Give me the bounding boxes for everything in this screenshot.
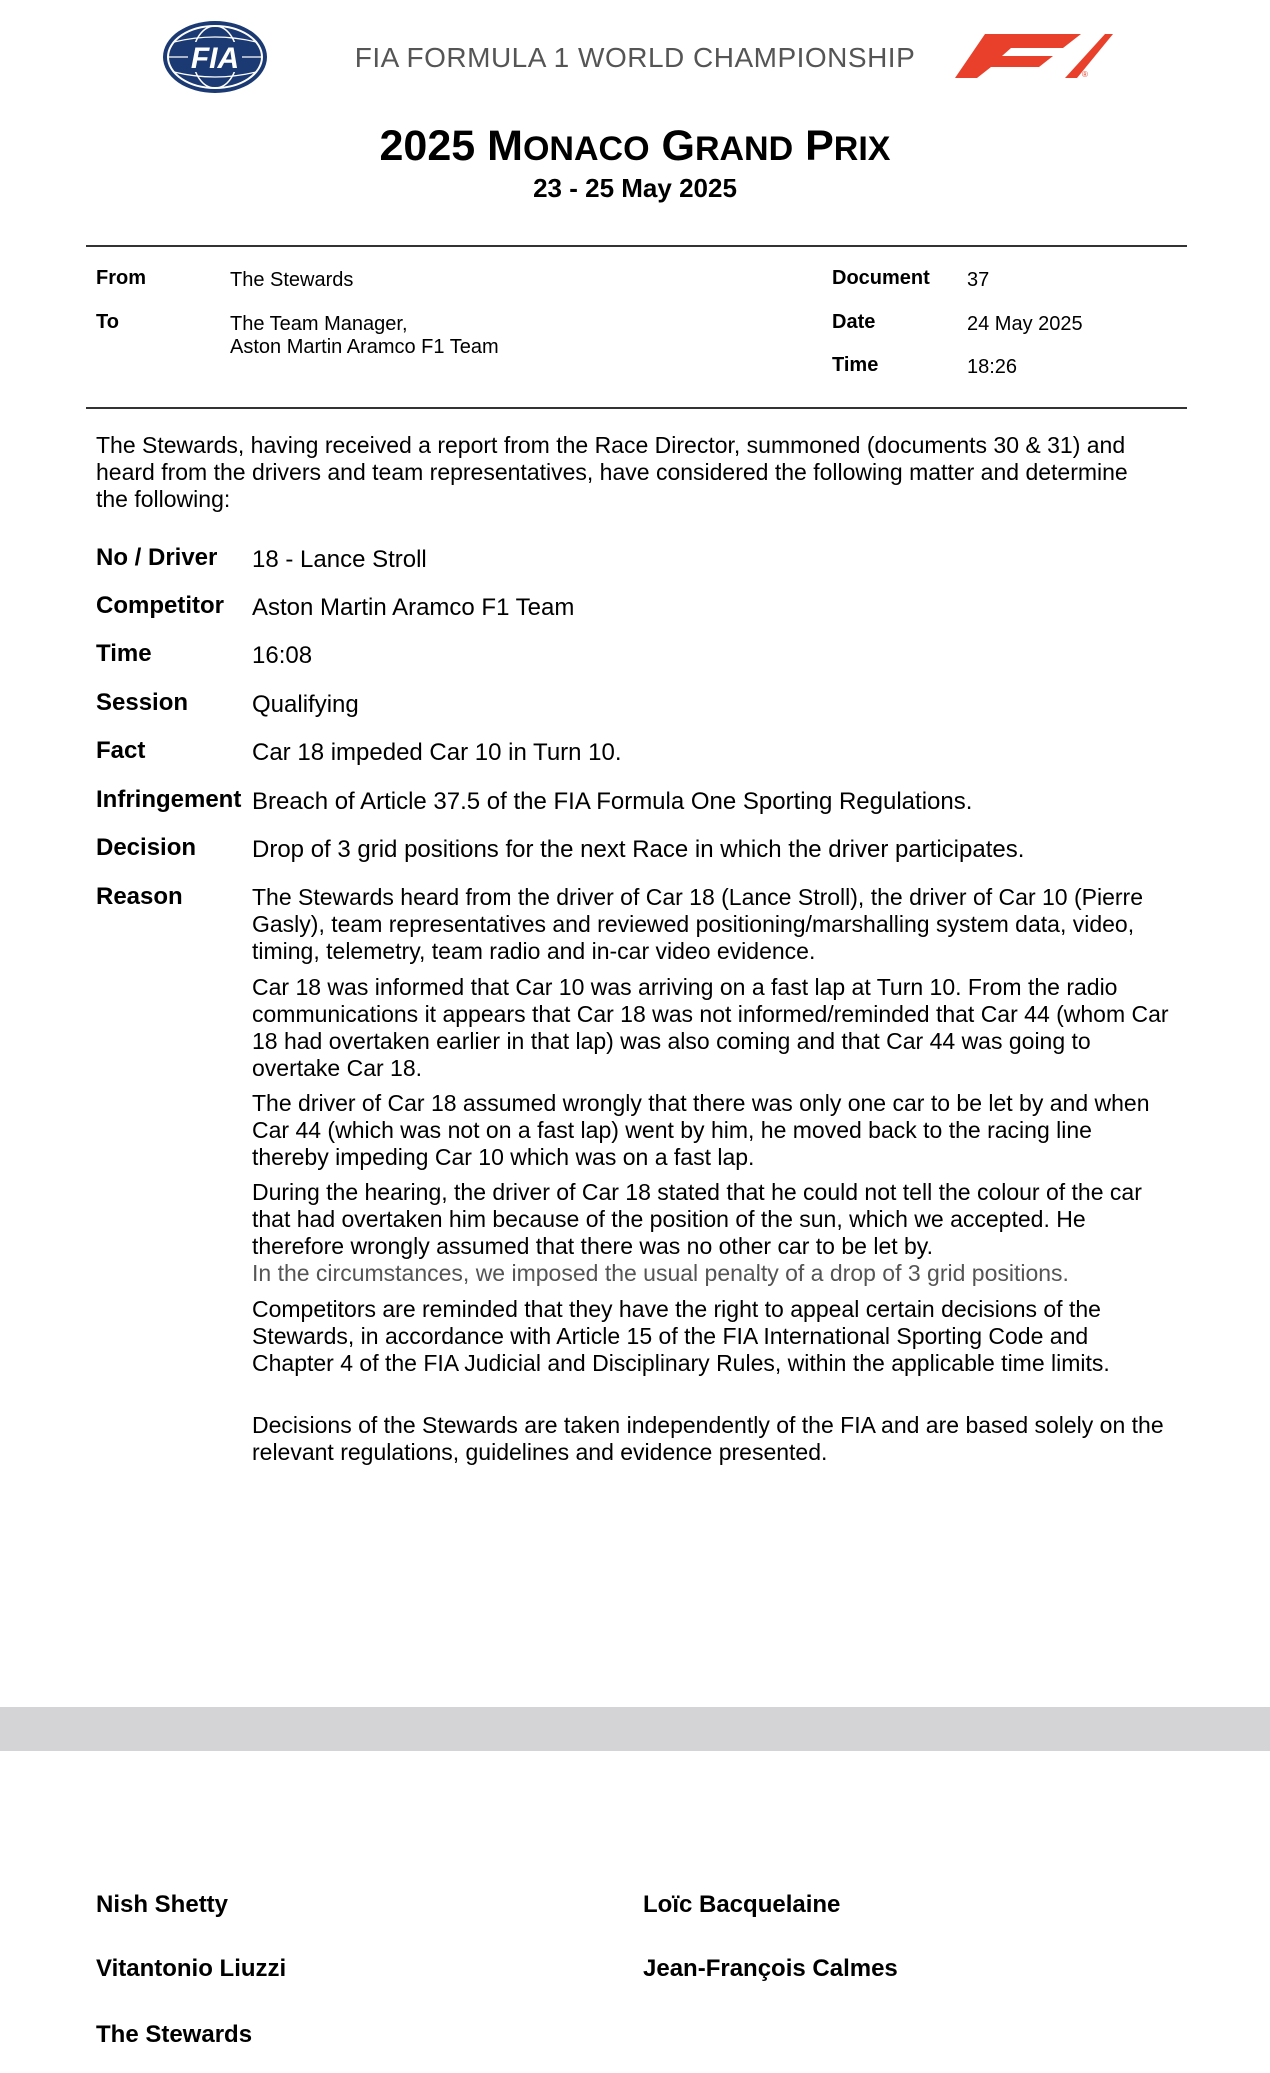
date-label: Date — [832, 311, 876, 333]
fact-label: Fact — [96, 737, 146, 764]
appeal-notice: Competitors are reminded that they have the right to appeal certain decisions of the Stewards, in accordance with Article 15 of the FIA International Sporting Code and Chapter 4 of the FIA Judicial and Disciplinary Rules, within the applicable time limits. — [252, 1296, 1110, 1376]
from-label: From — [96, 267, 146, 289]
independence-notice: Decisions of the Stewards are taken independently of the FIA and are based solely on the relevant regulations, guidelines and evidence presented. — [252, 1412, 1164, 1465]
bottom-divider — [86, 407, 1187, 409]
decision-label: Decision — [96, 834, 197, 861]
driver-value: 18 - Lance Stroll — [252, 546, 427, 573]
steward-name: Loïc Bacquelaine — [643, 1891, 841, 1918]
date-value: 24 May 2025 — [967, 313, 1083, 335]
event-dates: 23 - 25 May 2025 — [533, 173, 737, 203]
reason-paragraph-4: During the hearing, the driver of Car 18 stated that he could not tell the colour of the car that had overtaken him because of the position of the sun, which we accepted. He therefore wrongly assumed that there was no other car to be let by. — [252, 1179, 1142, 1259]
steward-name: Nish Shetty — [96, 1891, 229, 1918]
from-value: The Stewards — [230, 269, 354, 291]
session-label: Session — [96, 689, 189, 716]
championship-title: FIA FORMULA 1 WORLD CHAMPIONSHIP — [354, 42, 916, 73]
svg-text:FIA: FIA — [190, 42, 240, 75]
f1-logo — [955, 32, 1113, 78]
to-value: The Team Manager, Aston Martin Aramco F1 Team — [230, 313, 499, 358]
competitor-value: Aston Martin Aramco F1 Team — [252, 594, 575, 621]
top-divider — [86, 245, 1187, 247]
infringement-label: Infringement — [96, 786, 242, 813]
footer-band — [0, 1707, 1270, 1751]
reason-paragraph-3: The driver of Car 18 assumed wrongly that there was only one car to be let by and when Car 44 (which was not on a fast lap) went by him, he moved back to the racing line thereby impeding Car 10 which was on a fast lap. — [252, 1090, 1150, 1170]
session-value: Qualifying — [252, 691, 359, 718]
to-label: To — [96, 311, 119, 333]
reason-paragraph-5: In the circumstances, we imposed the usual penalty of a drop of 3 grid positions. — [252, 1260, 1069, 1286]
steward-name: Vitantonio Liuzzi — [96, 1955, 287, 1982]
incident-time-label: Time — [96, 640, 152, 667]
intro-paragraph: The Stewards, having received a report from the Race Director, summoned (documents 30 & 31) and heard from the drivers and team representatives, have considered the following matter and determine the following: — [96, 432, 1128, 512]
competitor-label: Competitor — [96, 592, 224, 619]
steward-name: Jean-François Calmes — [643, 1955, 898, 1982]
event-title: 2025 MONACO GRAND PRIX — [379, 122, 891, 170]
reason-paragraph-2: Car 18 was informed that Car 10 was arriving on a fast lap at Turn 10. From the radio communications it appears that Car 18 was not informed/reminded that Car 44 (whom Car 18 had overtaken earlier in that lap) was also coming and that Car 44 was going to overtake Car 18. — [252, 974, 1169, 1081]
document-number: 37 — [967, 269, 990, 291]
reason-paragraph-1: The Stewards heard from the driver of Car 18 (Lance Stroll), the driver of Car 10 (Pierre Gasly), team representatives and reviewed positioning/marshalling system data, video, timing, telemetry, team radio and in-car video evidence. — [252, 884, 1143, 964]
stewards-signature-label: The Stewards — [96, 2021, 253, 2048]
decision-value: Drop of 3 grid positions for the next Race in which the driver participates. — [252, 836, 1025, 863]
time-value: 18:26 — [967, 356, 1018, 378]
reason-label: Reason — [96, 883, 183, 910]
driver-label: No / Driver — [96, 544, 218, 571]
svg-text:®: ® — [1082, 70, 1088, 78]
time-label: Time — [832, 354, 879, 376]
infringement-value: Breach of Article 37.5 of the FIA Formula One Sporting Regulations. — [252, 788, 973, 815]
incident-time-value: 16:08 — [252, 642, 313, 669]
document-label: Document — [832, 267, 930, 289]
fact-value: Car 18 impeded Car 10 in Turn 10. — [252, 739, 622, 766]
